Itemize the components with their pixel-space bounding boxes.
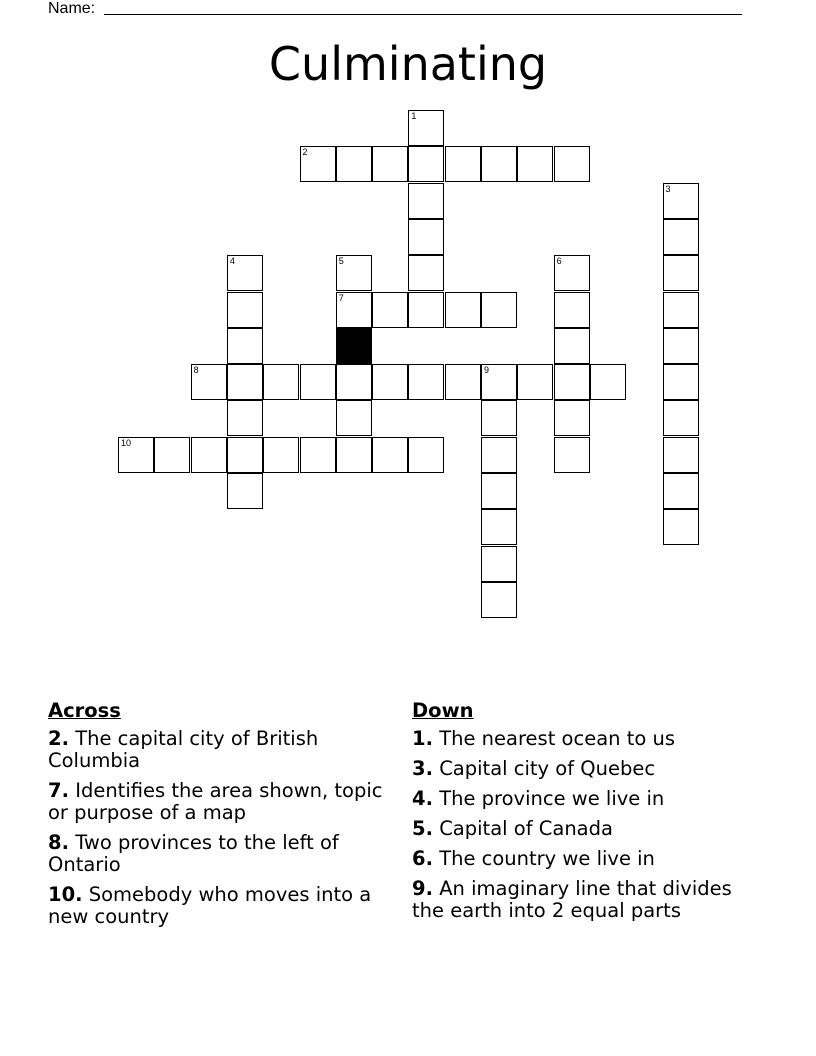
- grid-cell[interactable]: [517, 146, 553, 182]
- grid-cell[interactable]: [663, 509, 699, 545]
- grid-cell[interactable]: [408, 437, 444, 473]
- grid-cell[interactable]: [481, 437, 517, 473]
- clue-down-3: [412, 758, 752, 780]
- clue-number: 9.: [412, 877, 433, 900]
- clue-number: 3.: [412, 757, 433, 780]
- grid-cell[interactable]: [263, 437, 299, 473]
- cell-number: 6: [556, 256, 562, 267]
- grid-cell[interactable]: [663, 292, 699, 328]
- cell-number: 10: [121, 437, 132, 448]
- clue-number: 1.: [412, 727, 433, 750]
- grid-cell[interactable]: [336, 364, 372, 400]
- grid-cell[interactable]: [191, 437, 227, 473]
- clue-down-4: [412, 788, 752, 810]
- grid-cell[interactable]: [663, 255, 699, 291]
- black-cell: [336, 328, 372, 364]
- grid-cell[interactable]: [408, 364, 444, 400]
- clue-number: 7.: [48, 779, 69, 802]
- grid-cell[interactable]: [191, 364, 227, 400]
- clue-text: Two provinces to the left of Ontario: [48, 831, 339, 876]
- grid-cell[interactable]: [590, 364, 626, 400]
- clue-number: 6.: [412, 847, 433, 870]
- grid-cell[interactable]: [118, 437, 154, 473]
- grid-cell[interactable]: [154, 437, 190, 473]
- clue-down-6: [412, 848, 752, 870]
- clue-text: Identifies the area shown, topic or purpose of a map: [48, 779, 383, 824]
- grid-cell[interactable]: [481, 582, 517, 618]
- clue-number: 8.: [48, 831, 69, 854]
- grid-cell[interactable]: [481, 400, 517, 436]
- grid-cell[interactable]: [663, 437, 699, 473]
- clue-number: 2.: [48, 727, 69, 750]
- grid-cell[interactable]: [227, 328, 263, 364]
- clue-text: The nearest ocean to us: [439, 727, 675, 750]
- grid-cell[interactable]: [336, 292, 372, 328]
- grid-cell[interactable]: [554, 437, 590, 473]
- grid-cell[interactable]: [517, 364, 553, 400]
- grid-cell[interactable]: [408, 292, 444, 328]
- grid-cell[interactable]: [663, 328, 699, 364]
- grid-cell[interactable]: [663, 364, 699, 400]
- page-title: Culminating: [268, 37, 548, 91]
- cell-number: 5: [338, 256, 344, 267]
- clue-number: 10.: [48, 883, 83, 906]
- grid-cell[interactable]: [481, 473, 517, 509]
- grid-cell[interactable]: [481, 364, 517, 400]
- grid-cell[interactable]: [300, 146, 336, 182]
- clue-text: Capital city of Quebec: [439, 757, 656, 780]
- grid-cell[interactable]: [663, 473, 699, 509]
- name-label: Name:: [48, 0, 96, 17]
- grid-cell[interactable]: [372, 364, 408, 400]
- grid-cell[interactable]: [336, 400, 372, 436]
- grid-cell[interactable]: [481, 546, 517, 582]
- grid-cell[interactable]: [663, 219, 699, 255]
- grid-cell[interactable]: [554, 364, 590, 400]
- across-clues: [48, 700, 388, 936]
- grid-cell[interactable]: [663, 400, 699, 436]
- clue-down-9: [412, 878, 752, 922]
- grid-cell[interactable]: [554, 146, 590, 182]
- grid-cell[interactable]: [336, 146, 372, 182]
- clue-number: 5.: [412, 817, 433, 840]
- grid-cell[interactable]: [445, 146, 481, 182]
- clue-text: The country we live in: [439, 847, 655, 870]
- cell-number: 9: [484, 365, 490, 376]
- clue-text: The province we live in: [439, 787, 665, 810]
- cell-number: 7: [338, 292, 344, 303]
- clue-text: An imaginary line that divides the earth into 2 equal parts: [412, 877, 732, 922]
- grid-cell[interactable]: [408, 219, 444, 255]
- grid-cell[interactable]: [227, 400, 263, 436]
- clue-text: Somebody who moves into a new country: [48, 883, 372, 928]
- cell-number: 3: [665, 183, 671, 194]
- grid-cell[interactable]: [227, 437, 263, 473]
- cell-number: 2: [302, 147, 308, 158]
- clue-across-7: [48, 780, 388, 824]
- grid-cell[interactable]: [554, 328, 590, 364]
- grid-cell[interactable]: [263, 364, 299, 400]
- grid-cell[interactable]: [554, 292, 590, 328]
- grid-cell[interactable]: [372, 437, 408, 473]
- grid-cell[interactable]: [481, 292, 517, 328]
- clue-down-5: [412, 818, 752, 840]
- grid-cell[interactable]: [445, 364, 481, 400]
- clue-text: Capital of Canada: [439, 817, 613, 840]
- grid-cell[interactable]: [227, 473, 263, 509]
- grid-cell[interactable]: [300, 437, 336, 473]
- cell-number: 8: [193, 365, 199, 376]
- clue-number: 4.: [412, 787, 433, 810]
- clue-across-8: [48, 832, 388, 876]
- cell-number: 1: [411, 111, 417, 121]
- cell-number: 4: [229, 256, 235, 267]
- grid-cell[interactable]: [481, 146, 517, 182]
- grid-cell[interactable]: [663, 183, 699, 219]
- grid-cell[interactable]: [445, 292, 481, 328]
- grid-cell[interactable]: [372, 292, 408, 328]
- grid-cell[interactable]: [336, 437, 372, 473]
- grid-cell[interactable]: [227, 364, 263, 400]
- grid-cell[interactable]: [227, 255, 263, 291]
- clue-across-2: [48, 728, 388, 772]
- grid-cell[interactable]: [300, 364, 336, 400]
- clue-down-1: [412, 728, 752, 750]
- grid-cell[interactable]: [408, 255, 444, 291]
- down-heading: Down: [412, 699, 474, 722]
- clue-text: The capital city of British Columbia: [48, 727, 319, 772]
- grid-cell[interactable]: [408, 110, 444, 146]
- down-clues: [412, 700, 752, 930]
- grid-cell[interactable]: [554, 400, 590, 436]
- grid-cell[interactable]: [481, 509, 517, 545]
- grid-cell[interactable]: [408, 146, 444, 182]
- grid-cell[interactable]: [408, 183, 444, 219]
- grid-cell[interactable]: [336, 255, 372, 291]
- grid-cell[interactable]: [554, 255, 590, 291]
- grid-cell[interactable]: [227, 292, 263, 328]
- across-heading: Across: [48, 699, 121, 722]
- clue-across-10: [48, 884, 388, 928]
- grid-cell[interactable]: [372, 146, 408, 182]
